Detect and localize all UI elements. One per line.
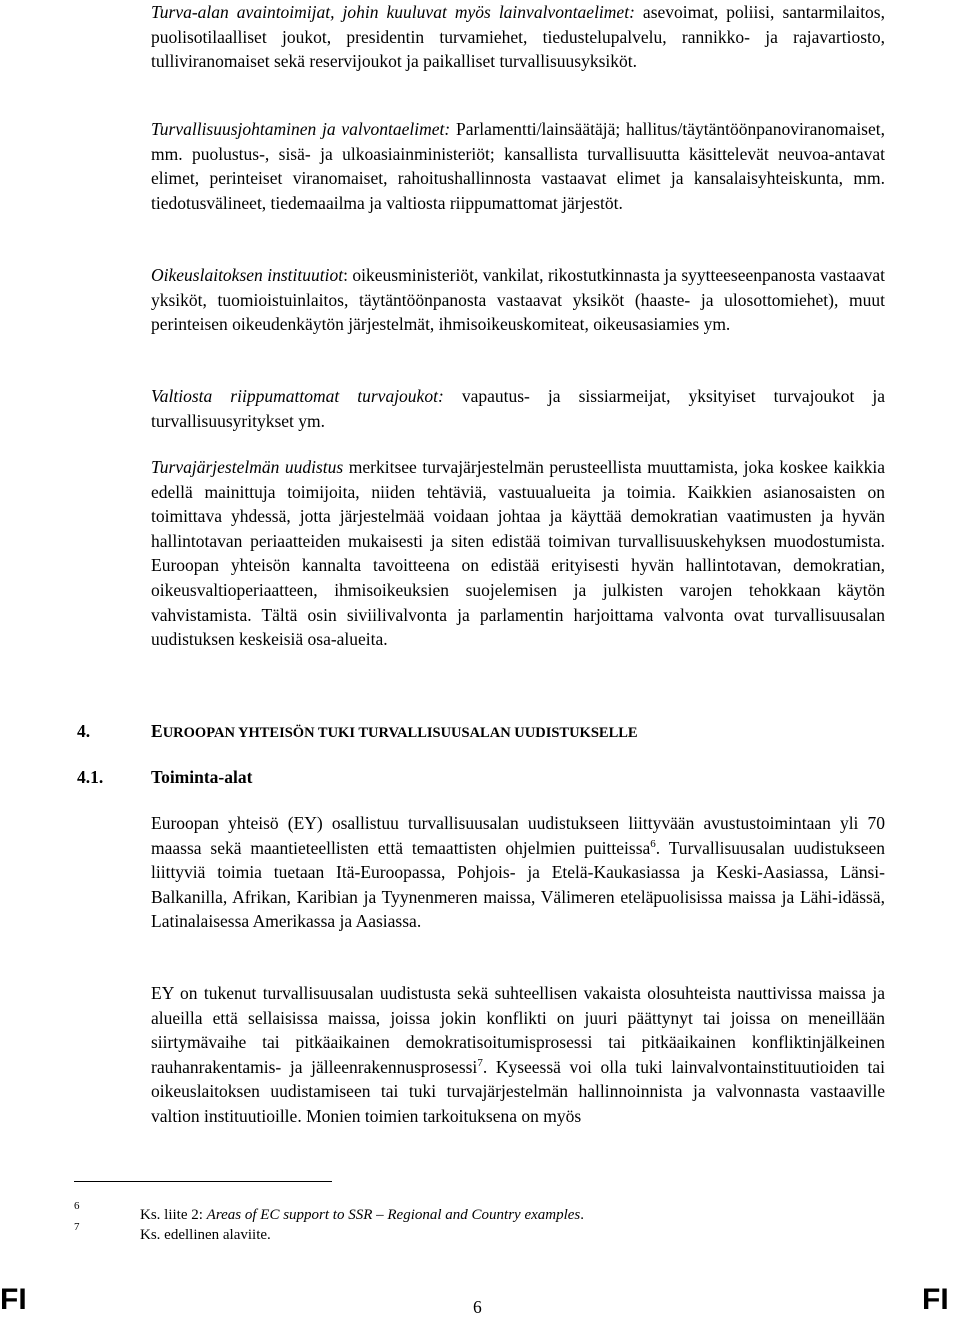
footnote-7-text: Ks. edellinen alaviite. <box>140 1227 271 1243</box>
text-ec-support-b: . Turvallisuusalan uudistukseen liittyviä toimia tuetaan Itä-Euroopassa, Pohjois- ja Etelä-Kaukasiassa ja Keski-Aasiassa, Länsi-Balkanilla, Afrikan, Karibian ja Tyynenmeren maissa, Välimeren eteläpuolisissa maissa ja Lähi-idässä, Latinalaisessa Amerikassa ja Aasiassa. <box>151 837 885 932</box>
footnote-ref-7[interactable]: 7 <box>477 1056 483 1069</box>
section-number: 4. <box>77 721 91 741</box>
term-key-actors: Turva-alan avaintoimijat, johin kuuluvat myös lainvalvontaelimet: <box>151 2 635 22</box>
section-title-rest: UROOPAN YHTEISÖN TUKI TURVALLISUUSALAN UUDISTUKSELLE <box>162 725 638 741</box>
section-title-initial: E <box>151 721 163 741</box>
footnote-number-6: 6 <box>74 1200 80 1212</box>
subsection-number: 4.1. <box>77 767 104 787</box>
footnote-6-title: Areas of EC support to SSR – Regional and Country examples <box>206 1207 581 1223</box>
text-justice: : oikeusministeriöt, vankilat, rikostutkinnasta ja syytteeseenpanosta vastaavat yksiköt, tuomioistuinlaitos, täytäntöönpanosta vastaavat yksiköt (haaste- ja ulosottomiehet), muut perinteisen oikeudenkäytön järjestelmät, ihmisoikeuskomiteat, oikeusasiamies ym. <box>151 265 886 335</box>
subsection-title: Toiminta-alat <box>151 767 253 787</box>
footnote-divider <box>74 1181 332 1182</box>
footnote-6-prefix: Ks. liite 2: <box>140 1207 207 1223</box>
paragraph-ec-reform <box>151 981 885 1129</box>
footnote-ref-6[interactable]: 6 <box>650 837 656 850</box>
term-reform: Turvajärjestelmän uudistus <box>151 457 344 477</box>
term-non-state: Valtiosta riippumattomat turvajoukot: <box>151 386 444 406</box>
text-non-state: vapautus- ja sissiarmeijat, yksityiset turvajoukot ja turvallisuusyritykset ym. <box>151 386 885 431</box>
section-title <box>151 719 638 745</box>
footnote-number-7: 7 <box>74 1221 80 1233</box>
footnote-7 <box>140 1225 271 1245</box>
paragraph-justice <box>151 263 885 337</box>
term-governance: Turvallisuusjohtaminen ja valvontaelimet: <box>151 119 451 139</box>
paragraph-key-actors <box>151 0 885 74</box>
page-number: 6 <box>473 1297 482 1317</box>
paragraph-non-state <box>151 384 885 433</box>
footer-language-right: FI <box>922 1283 949 1316</box>
text-reform: merkitsee turvajärjestelmän perusteellista muuttamista, joka koskee kaikkia edellä mainittuja toimijoita, niiden tehtäviä, vastuualueita ja toimia. Kaikkien asianosaisten on toimittava yhdessä, jotta järjestelmää voidaan johtaa ja käyttää demokratian vaatimusten ja hyvän hallintotavan periaatteiden mukaisesti ja siten edistää toimivan turvallisuuskehyksen muodostumista. Euroopan yhteisön kannalta tavoitteena on edistää erityisesti hyvän hallintotavan, demokratian, oikeusvaltioperiaatteen, ihmisoikeuksien suojelemisen ja julkisten varojen tehokkaan käytön vahvistamista. Tältä osin siviilivalvonta ja parlamentin harjoittama valvonta ovat turvallisuusalan uudistuksen keskeisiä osa-alueita. <box>151 457 885 650</box>
text-key-actors: asevoimat, poliisi, santarmilaitos, puolisotilaalliset joukot, presidentin turvamiehet, tiedustelupalvelu, rannikko- ja rajavartiosto, tulliviranomaiset sekä reservijoukot ja paikalliset turvallisuusyksiköt. <box>151 2 885 72</box>
term-justice: Oikeuslaitoksen instituutiot <box>151 265 344 285</box>
text-ec-reform-a: EY on tukenut turvallisuusalan uudistusta sekä suhteellisen vakaista olosuhteista nauttivissa maissa ja alueilla että sellaisissa maissa, joissa jokin konflikti on juuri päättynyt tai joissa on meneillään siirtymävaihe tai pitkäaikainen demokratisoitumisprosessi tai pitkäaikainen konfliktinjälkeinen rauhanrakentamis- ja jälleenrakennusprosessi <box>151 983 885 1077</box>
text-governance: Parlamentti/lainsäätäjä; hallitus/täytäntöönpanoviranomaiset, mm. puolustus-, sisä- ja ulkoasiainministeriöt; kansallista turvallisuutta käsittelevät neuvoa-antavat elimet, perinteiset viranomaiset, rahoitushallinnosta vastaavat elimet ja kansalaisyhteiskunta, mm. tiedotusvälineet, tiedemaailma ja valtiosta riippumattomat järjestöt. <box>151 119 885 213</box>
paragraph-ec-support <box>151 811 885 934</box>
text-ec-reform-b: . Kyseessä voi olla tuki lainvalvontainstituutioiden tai oikeuslaitoksen uudistamiseen tai tuki turvajärjestelmän hallinnoinnista ja valvonnasta vastaaville valtion instituutioille. Monien toimien tarkoituksena on myös <box>151 1056 886 1126</box>
paragraph-reform <box>151 455 885 652</box>
footer-language-left: FI <box>0 1283 27 1316</box>
paragraph-governance <box>151 117 885 215</box>
footnote-6 <box>140 1205 584 1225</box>
text-ec-support-a: Euroopan yhteisö (EY) osallistuu turvallisuusalan uudistukseen liittyvään avustustoimintaan yli 70 maassa sekä maantieteellisten että temaattisten ohjelmien puitteissa <box>151 813 885 858</box>
footnote-6-suffix: . <box>580 1207 585 1223</box>
